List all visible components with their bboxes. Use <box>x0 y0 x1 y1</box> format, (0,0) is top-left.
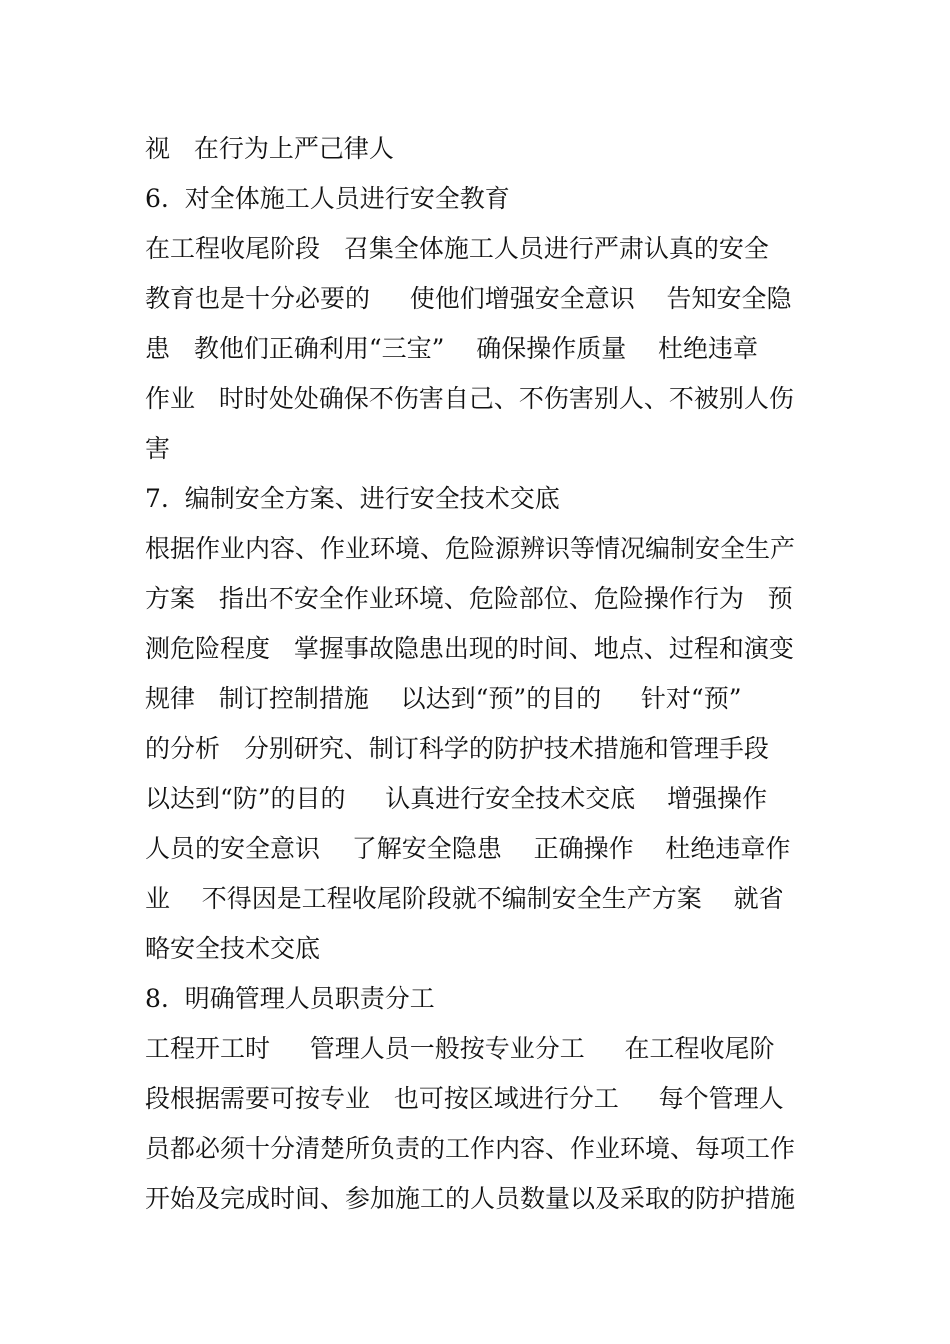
text-line: 作业 时时处处确保不伤害自己、不伤害别人、不被别人伤 <box>145 384 794 413</box>
text-line: 方案 指出不安全作业环境、危险部位、危险操作行为 预 <box>145 584 793 613</box>
text-line: 员都必须十分清楚所负责的工作内容、作业环境、每项工作 <box>145 1134 796 1163</box>
text-line: 测危险程度 掌握事故隐患出现的时间、地点、过程和演变 <box>145 634 794 663</box>
text-line: 在工程收尾阶段 召集全体施工人员进行严肃认真的安全 <box>145 234 769 263</box>
text-line: 工程开工时 管理人员一般按专业分工 在工程收尾阶 <box>145 1034 775 1063</box>
text-line: 以达到“防”的目的 认真进行安全技术交底 增强操作 <box>145 784 768 813</box>
text-line: 根据作业内容、作业环境、危险源辨识等情况编制安全生产 <box>145 534 796 563</box>
body-text <box>145 124 815 1224</box>
text-line: 患 教他们正确利用“三宝” 确保操作质量 杜绝违章 <box>145 334 758 363</box>
section-heading-7: 7. 编制安全方案、进行安全技术交底 <box>145 484 560 513</box>
section-heading-6: 6. 对全体施工人员进行安全教育 <box>145 184 510 213</box>
text-line: 教育也是十分必要的 使他们增强安全意识 告知安全隐 <box>145 284 792 313</box>
text-line: 害 <box>145 434 171 463</box>
text-line: 开始及完成时间、参加施工的人员数量以及采取的防护措施 <box>145 1184 796 1213</box>
text-line: 规律 制订控制措施 以达到“预”的目的 针对“预” <box>145 684 742 713</box>
text-line: 段根据需要可按专业 也可按区域进行分工 每个管理人 <box>145 1084 784 1113</box>
text-line: 略安全技术交底 <box>145 934 321 963</box>
text-line: 人员的安全意识 了解安全隐患 正确操作 杜绝违章作 <box>145 834 791 863</box>
text-line: 视 在行为上严己律人 <box>145 134 394 163</box>
text-line: 业 不得因是工程收尾阶段就不编制安全生产方案 就省 <box>145 884 784 913</box>
text-line: 的分析 分别研究、制订科学的防护技术措施和管理手段 <box>145 734 769 763</box>
section-heading-8: 8. 明确管理人员职责分工 <box>145 984 435 1013</box>
